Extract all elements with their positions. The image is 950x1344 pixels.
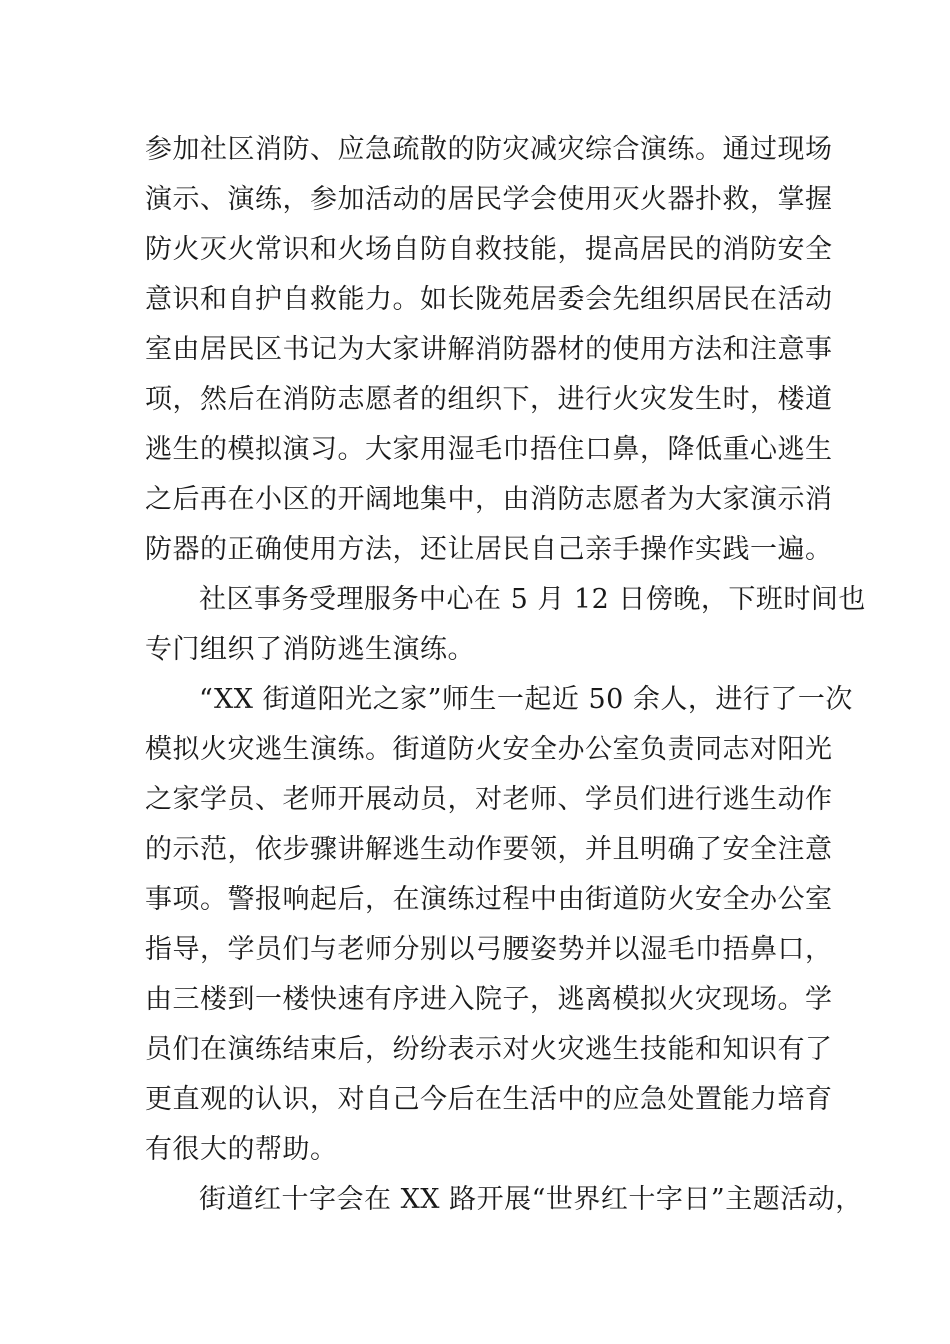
text-line: 街道红十字会在 XX 路开展“世界红十字日”主题活动， (199, 1184, 863, 1215)
text-line: 之后再在小区的开阔地集中，由消防志愿者为大家演示消 (145, 484, 833, 515)
text-line: 模拟火灾逃生演练。街道防火安全办公室负责同志对阳光 (145, 734, 833, 765)
paragraph-4 (145, 1175, 863, 1225)
text-line: 员们在演练结束后，纷纷表示对火灾逃生技能和知识有了 (145, 1034, 833, 1065)
text-line: 防火灭火常识和火场自防自救技能，提高居民的消防安全 (145, 234, 833, 265)
text-line: 有很大的帮助。 (145, 1134, 338, 1165)
text-line: 社区事务受理服务中心在 5 月 12 日傍晚，下班时间也 (199, 584, 866, 615)
paragraph-1 (145, 125, 833, 575)
text-line: 项，然后在消防志愿者的组织下，进行火灾发生时，楼道 (145, 384, 833, 415)
document-body (145, 125, 866, 1225)
text-line: 演示、演练，参加活动的居民学会使用灭火器扑救，掌握 (145, 184, 833, 215)
text-line: 事项。警报响起后，在演练过程中由街道防火安全办公室 (145, 884, 833, 915)
text-line: 之家学员、老师开展动员，对老师、学员们进行逃生动作 (145, 784, 833, 815)
text-line: 室由居民区书记为大家讲解消防器材的使用方法和注意事 (145, 334, 833, 365)
text-line: 专门组织了消防逃生演练。 (145, 634, 475, 665)
text-line: 参加社区消防、应急疏散的防灾减灾综合演练。通过现场 (145, 134, 833, 165)
text-line: 的示范，依步骤讲解逃生动作要领，并且明确了安全注意 (145, 834, 833, 865)
text-line: 逃生的模拟演习。大家用湿毛巾捂住口鼻，降低重心逃生 (145, 434, 833, 465)
paragraph-2 (145, 575, 866, 675)
text-line: “XX 街道阳光之家”师生一起近 50 余人，进行了一次 (199, 684, 853, 715)
text-line: 指导，学员们与老师分别以弓腰姿势并以湿毛巾捂鼻口， (145, 934, 833, 965)
text-line: 由三楼到一楼快速有序进入院子，逃离模拟火灾现场。学 (145, 984, 833, 1015)
text-line: 防器的正确使用方法，还让居民自己亲手操作实践一遍。 (145, 534, 833, 565)
text-line: 意识和自护自救能力。如长陇苑居委会先组织居民在活动 (145, 284, 833, 315)
paragraph-3 (145, 675, 853, 1175)
text-line: 更直观的认识，对自己今后在生活中的应急处置能力培育 (145, 1084, 833, 1115)
